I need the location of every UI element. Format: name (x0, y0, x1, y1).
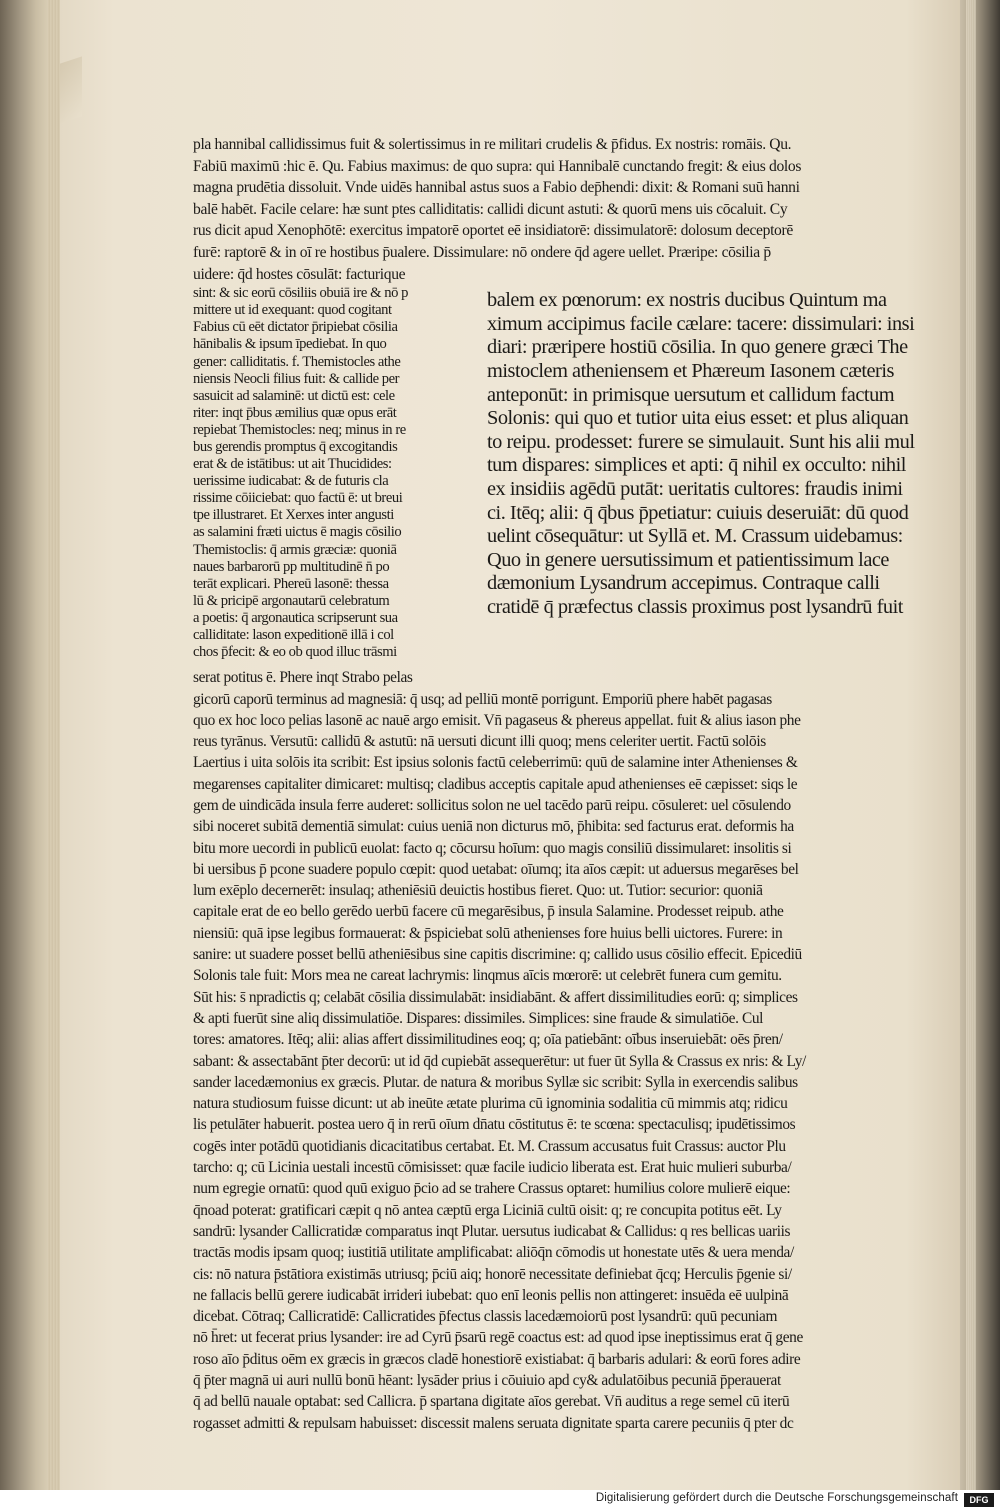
footer-credit: Digitalisierung gefördert durch die Deutsche Forschungsgemeinschaft (595, 1492, 958, 1504)
text-line: tarcho: q; cū Licinia uestali incestū cōmisisset: quæ facile iudicio liberata est. Erat huic mulieri suburba/ (193, 1159, 792, 1177)
text-line: dæmonium Lysandrum accepimus. Contraque calli (487, 572, 880, 595)
text-line: roso aīo p̄ditus oēm ex græcis in græcos cladē honestiorē existiabat: q̄ barbaris adulari: & eorū fores adire (193, 1350, 801, 1368)
text-line: gem de uindicāda insula ferre auderet: sollicitus solon ne uel tacēdo parū reipu. cōsuleret: uel cōsulendo (193, 797, 791, 814)
text-line: tum dispares: simplices et apti: q̄ nihil ex occulto: nihil (487, 454, 906, 477)
text-line: gicorū caporū terminus ad magnesiā: q̄ usq; ad pelliū montē porrigunt. Emporiū phere habēt pagasas (193, 690, 772, 708)
text-line: sabant: & assectabānt p̄ter decorū: ut id q̄d cupiebāt assequerētur: ut fuer ūt Sylla & Crassus ex nris: & Ly/ (193, 1052, 806, 1070)
text-line: erat & de istātibus: ut ait Thucidides: (193, 456, 392, 473)
text-line: quo ex hoc loco pelias lasonē ac nauē argo emisit. Vn̄ pagaseus & phereus appellat. fuit & alius iason phe (193, 711, 801, 729)
text-line: bus gerendis promptus q̄ excogitandis (193, 439, 398, 455)
text-line: anteponūt: in primisque uersutum et callidum factum (487, 383, 895, 406)
text-line: to reipu. prodesset: furere se simulauit. Sunt his alii mul (487, 430, 915, 453)
text-line: Fabius cū eēt dictator p̄ripiebat cōsilia (193, 319, 398, 336)
text-line: balem ex pœnorum: ex nostris ducibus Quintum ma (487, 289, 887, 312)
text-line: niensis Neocli filius fuit: & callide per (193, 370, 400, 387)
text-line: lū & pricipē argonautarū celebratum (193, 592, 390, 609)
two-column-section (193, 285, 925, 661)
text-line: Laertius i uita solōis ita scribit: Est ipsius solonis factū celeberrimū: quū de salamine inter Athenienses & (193, 754, 798, 772)
text-line: cratidē q̄ præfectus classis proximus post lysandrū fuit (487, 595, 903, 618)
text-line: q̄ p̄ter magnā ui auri nullū bonū hēant: lysāder prius i cōuiuio apd cy& adulatōibus pecuniā p̄perauerat (193, 1372, 781, 1390)
text-line: diari: præripere hostiū cōsilia. In quo genere græci The (487, 336, 908, 359)
text-line: uerissime iudicabat: & de futuris cla (193, 473, 389, 490)
text-line: bi uersibus p̄ pcone suadere populo cœpit: quod uetabat: oīumq; ita aīos cæpit: ut aduersus megarēses bel (193, 860, 799, 878)
text-line: serat potitus ē. Phere inqt Strabo pelas (193, 669, 413, 687)
text-line: pla hannibal callidissimus fuit & solertissimus in re militari crudelis & p̄fidus. Ex nostris: romāis. Qu. (193, 136, 792, 153)
text-line: cis: nō natura p̄stātiora existimās utriusq; p̄ciū aiq; honorē necessitate definiebat q̄cq; Herculis p̄genie si/ (193, 1265, 792, 1283)
body-lines (193, 667, 925, 1434)
text-line: natura studiosum fuisse dicunt: ut ab ineūte ætate plurima cū ignominia sodalitia cū mimmis atq; ridicu (193, 1095, 788, 1113)
text-line: tpe illustraret. Et Xerxes inter angusti (193, 507, 394, 524)
text-line: hānibalis & ipsum īpediebat. In quo (193, 336, 387, 353)
text-line: lum exēplo decernerēt: insulaq; atheniēsiū deuictis hostibus fieret. Quo: ut. Tutior: securior: quoniā (193, 882, 763, 900)
text-line: furē: raptorē & in oī re hostibus p̄ualere. Dissimulare: nō ondere q̄d agere uellet. Præripe: cōsilia p̄ (193, 243, 771, 261)
text-line: sandrū: lysander Callicratidæ comparatus inqt Plutar. uersutus iudicabat & Callidus: q res bellicas uariis (193, 1222, 791, 1240)
text-line: rissime cōiiciebat: quo factū ē: ut breui (193, 490, 403, 507)
text-line: Fabiū maximū :hic ē. Qu. Fabius maximus: de quo supra: qui Hannibalē cunctando fregit: & eius dolos (193, 157, 802, 175)
text-line: ex insidiis agēdū putāt: ueritatis cultores: fraudis inimi (487, 477, 903, 500)
text-line: naues barbarorū pp multitudinē n̄ po (193, 558, 390, 575)
text-line: magna prudētia dissoluit. Vnde uidēs hannibal astus suos a Fabio dep̄hendi: dixit: & Romani suū hanni (193, 179, 800, 197)
text-line: ci. Itēq; alii: q̄ q̄bus p̄petiatur: cuiuis deseruiāt: dū quod (487, 501, 909, 524)
text-line: a poetis: q̄ argonautica scripserunt sua (193, 609, 398, 626)
text-line: ne fallacis bellū gerere iudicabāt irrideri iubebat: quo enī leonis pellis non attingeret: insuēda eē uulpinā (193, 1286, 789, 1304)
text-line: as salamini fræti uictus ē magis cōsilio (193, 524, 402, 541)
text-line: terāt explicari. Phereū lasonē: thessa (193, 575, 389, 592)
text-line: & apti fuerūt sine aliq dissimulatiōe. Dispares: dissimiles. Simplices: sine fraude & simulatiōe. Cul (193, 1009, 764, 1027)
text-line: reus tyrānus. Versutū: callidū & astutū: nā uersuti dicunt illi quoq; mens celeriter uertit. Factū solōis (193, 733, 766, 751)
text-line: sasuicit ad salaminē: ut dictū est: cele (193, 387, 395, 404)
text-line: Solonis: qui quo et tutior uita eius esset: et plus aliquan (487, 407, 909, 430)
text-line: uidere: q̄d hostes cōsulāt: facturique (193, 265, 406, 283)
text-line: Solonis tale fuit: Mors mea ne careat lachrymis: linqmus aīcis mœrorē: ut celebrēt funera cum gemitu. (193, 967, 782, 985)
text-line: rus dicit apud Xenophōtē: exercitus impatorē oportet eē insidiatorē: dissimulatorē: dolosum deceptorē (193, 222, 793, 240)
text-line: rogasset admitti & repulsam habuisset: discessit malens seruata dignitate sparta carere pecuniis q̄ pter dc (193, 1414, 794, 1432)
text-line: megarenses capitaliter dimicaret: multisq; cladibus acceptis capitale apud athenienses eē cæpisset: siqs le (193, 775, 798, 793)
text-line: sanire: ut suadere posset bellū atheniēsibus sine capitis discrimine: q; callido usus cōsilio effecit. Epicediū (193, 946, 802, 964)
text-line: bitu more uecordi in publicū euolat: facto q; cōcursu hoīum: quo magis consiliū dissimularet: insolitis si (193, 839, 792, 857)
text-line: sander lacedæmonius ex græcis. Plutar. de natura & moribus Syllæ sic scribit: Sylla in exercendis salibus (193, 1073, 798, 1091)
text-line: sint: & sic eorū cōsiliis obuiā ire & nō p (193, 285, 408, 302)
text-line: dicebat. Cōtraq; Callicratidē: Callicratides p̄fectus classis lacedæmoiorū post lysandrū: quū pecuniam (193, 1308, 778, 1326)
text-line: ximum accipimus facile cælare: tacere: dissimulari: insi (487, 312, 915, 335)
text-line: Quo in genere uersutissimum et patientissimum lace (487, 548, 889, 571)
text-line: gener: calliditatis. f. Themistocles athe (193, 353, 401, 370)
left-column (193, 285, 470, 661)
text-line: calliditate: lason expeditionē illā i col (193, 627, 394, 644)
text-line: chos p̄fecit: & eo ob quod illuc trāsmi (193, 644, 397, 661)
page-edges-right (960, 0, 1000, 1490)
book-binding (0, 0, 48, 1490)
text-line: q̄noad poterat: gratificari cæpit q nō antea cæptū erga Liciniā cultū oisit: q; re concupita potitus eēt. Ly (193, 1201, 782, 1219)
page-curl (60, 56, 82, 123)
text-line: nō h̄ret: ut fecerat prius lysander: ire ad Cyrū p̄sarū regē coactus est: ad quod ipse ineptissimus erat q̄ gene (193, 1329, 803, 1347)
text-line: riter: inqt p̄bus æmilius quæ opus erāt (193, 404, 397, 421)
text-line: mittere ut id exequant: quod cogitant (193, 302, 392, 319)
text-line: cogēs inter potādū quotidianis dicacitatibus certabat. Et. M. Crassum accusatus fuit Crassus: auctor Plu (193, 1137, 786, 1155)
text-line: tractās modis ipsam quoq; iustitiā utilitate amplificabat: aliōq̄n cōmodis ut honestate utēs & uera menda/ (193, 1244, 794, 1262)
text-line: sibi noceret subitā dementiā simulat: cuius ueniā non dicturus mō, p̄hibita: sed facturus erat. deformis ha (193, 818, 794, 836)
text-line: niensiū: quā ipse legibus formauerat: & p̄spiciebat solū athenienses fore huius belli uictores. Furere: in (193, 924, 783, 942)
top-lines (193, 134, 925, 285)
text-line: lis petulāter habuerit. postea uero q̄ in rerū oīum dn̄atu cōstitutus ē: te scœna: spectaculisq; ipudētissimos (193, 1116, 796, 1134)
text-line: balē habēt. Facile celare: hæ sunt ptes calliditatis: callidi dicunt astuti: & quorū mens uis cōcaluit. Cy (193, 200, 788, 218)
digitization-footer (0, 1490, 1000, 1510)
text-line: Themistoclis: q̄ armis græciæ: quoniā (193, 541, 397, 558)
dfg-logo: DFG (964, 1493, 994, 1507)
text-line: num egregie ornatū: quod quū exiguo p̄cio ad se trahere Crassus optaret: humilius colore mulierē eique: (193, 1180, 791, 1198)
printed-text (193, 134, 925, 1434)
text-line: repiebat Themistocles: neq; minus in re (193, 421, 406, 438)
text-line: q̄ ad bellū nauale optabat: sed Callicra. p̄ spartana digitate aīos gerebat. Vn̄ auditus a rege semel cū iterū (193, 1393, 790, 1411)
text-line: mistoclem atheniensem et Phæreum Iasonem cæteris (487, 359, 894, 382)
text-line: tores: amatores. Itēq; alii: alias affert dissimilitudines eoq; q; oīa patiebānt: oībus inseruiebāt: oēs p̄ren/ (193, 1031, 783, 1049)
text-line: capitale erat de eo bello gerēdo uerbū facere cū megarēsibus, p̄ insula Salamine. Prodesset reipub. athe (193, 903, 784, 921)
right-column (487, 285, 925, 661)
text-line: uelint cōsequātur: ut Syllā et. M. Crassum uidebamus: (487, 525, 903, 548)
text-line: Sūt his: s̄ npradictis q; celabāt cōsilia dissimulabāt: insidiabānt. & affert dissimilitudies eorū: q; simplices (193, 988, 798, 1006)
